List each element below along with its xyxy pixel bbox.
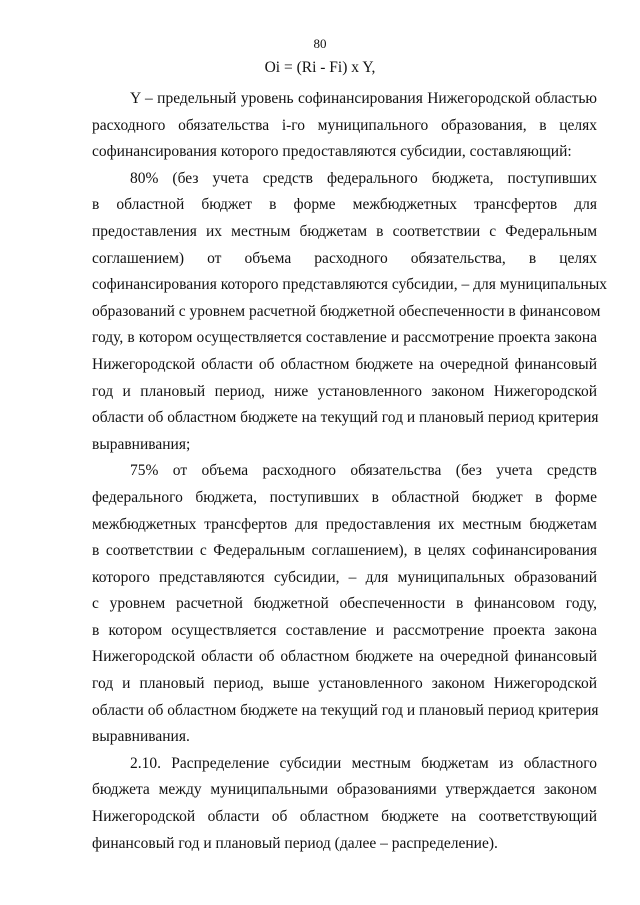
text-line: выравнивания. [92, 728, 190, 746]
text-line: год и плановый период, выше установленного законом Нижегородской [92, 675, 597, 693]
text-line: федерального бюджета, поступивших в областной бюджет в форме [92, 488, 597, 506]
text-line: 80% (без учета средств федерального бюджета, поступивших [130, 169, 597, 187]
text-line: межбюджетных трансфертов для предоставления их местным бюджетам [92, 515, 597, 533]
text-line: Нижегородской области об областном бюджете на очередной финансовый [92, 648, 597, 666]
text-line: Y – предельный уровень софинансирования Нижегородской областью [130, 90, 597, 107]
text-line: 2.10. Распределение субсидии местным бюджетам из областного [130, 754, 597, 772]
text-line: соглашением) от объема расходного обязательства, в целях [92, 249, 597, 267]
text-line: Нижегородской области об областном бюджете на очередной финансовый [92, 355, 597, 373]
document-body [92, 86, 608, 857]
page-number: 80 [313, 36, 327, 51]
text-line: в областной бюджет в форме межбюджетных трансфертов для [92, 196, 597, 214]
formula: Oi = (Ri - Fi) x Y, [264, 59, 376, 76]
paragraph-75-percent [92, 458, 597, 751]
text-line: софинансирования которого предоставляются субсидии, составляющий: [92, 143, 572, 161]
text-line: расходного обязательства i-го муниципального образования, в целях [92, 116, 597, 134]
text-line: области об областном бюджете на текущий год и плановый период критерия [92, 409, 599, 427]
paragraph-80-percent [92, 166, 608, 459]
text-line: в котором осуществляется составление и рассмотрение проекта закона [92, 621, 597, 639]
text-line: бюджета между муниципальными образованиями утверждается законом [92, 781, 597, 799]
text-line: в соответствии с Федеральным соглашением), в целях софинансирования [92, 542, 597, 560]
text-line: софинансирования которого представляются субсидии, – для муниципальных [92, 276, 608, 294]
text-line: году, в котором осуществляется составление и рассмотрение проекта закона [92, 329, 597, 347]
text-line: образований с уровнем расчетной бюджетной обеспеченности в финансовом [92, 302, 601, 320]
paragraph-2-10 [92, 751, 597, 857]
text-line: области об областном бюджете на текущий год и плановый период критерия [92, 701, 599, 719]
text-line: Нижегородской области об областном бюджете на соответствующий [92, 808, 597, 826]
text-line: предоставления их местным бюджетам в соответствии с Федеральным [92, 222, 597, 240]
text-line: финансовый год и плановый период (далее – распределение). [92, 834, 498, 852]
text-line: год и плановый период, ниже установленного законом Нижегородской [92, 382, 597, 400]
text-line: которого представляются субсидии, – для муниципальных образований [92, 568, 597, 586]
text-line: 75% от объема расходного обязательства (без учета средств [130, 462, 597, 480]
paragraph-y-definition [92, 86, 597, 166]
text-line: выравнивания; [92, 435, 191, 453]
text-line: с уровнем расчетной бюджетной обеспеченности в финансовом году, [92, 595, 597, 613]
